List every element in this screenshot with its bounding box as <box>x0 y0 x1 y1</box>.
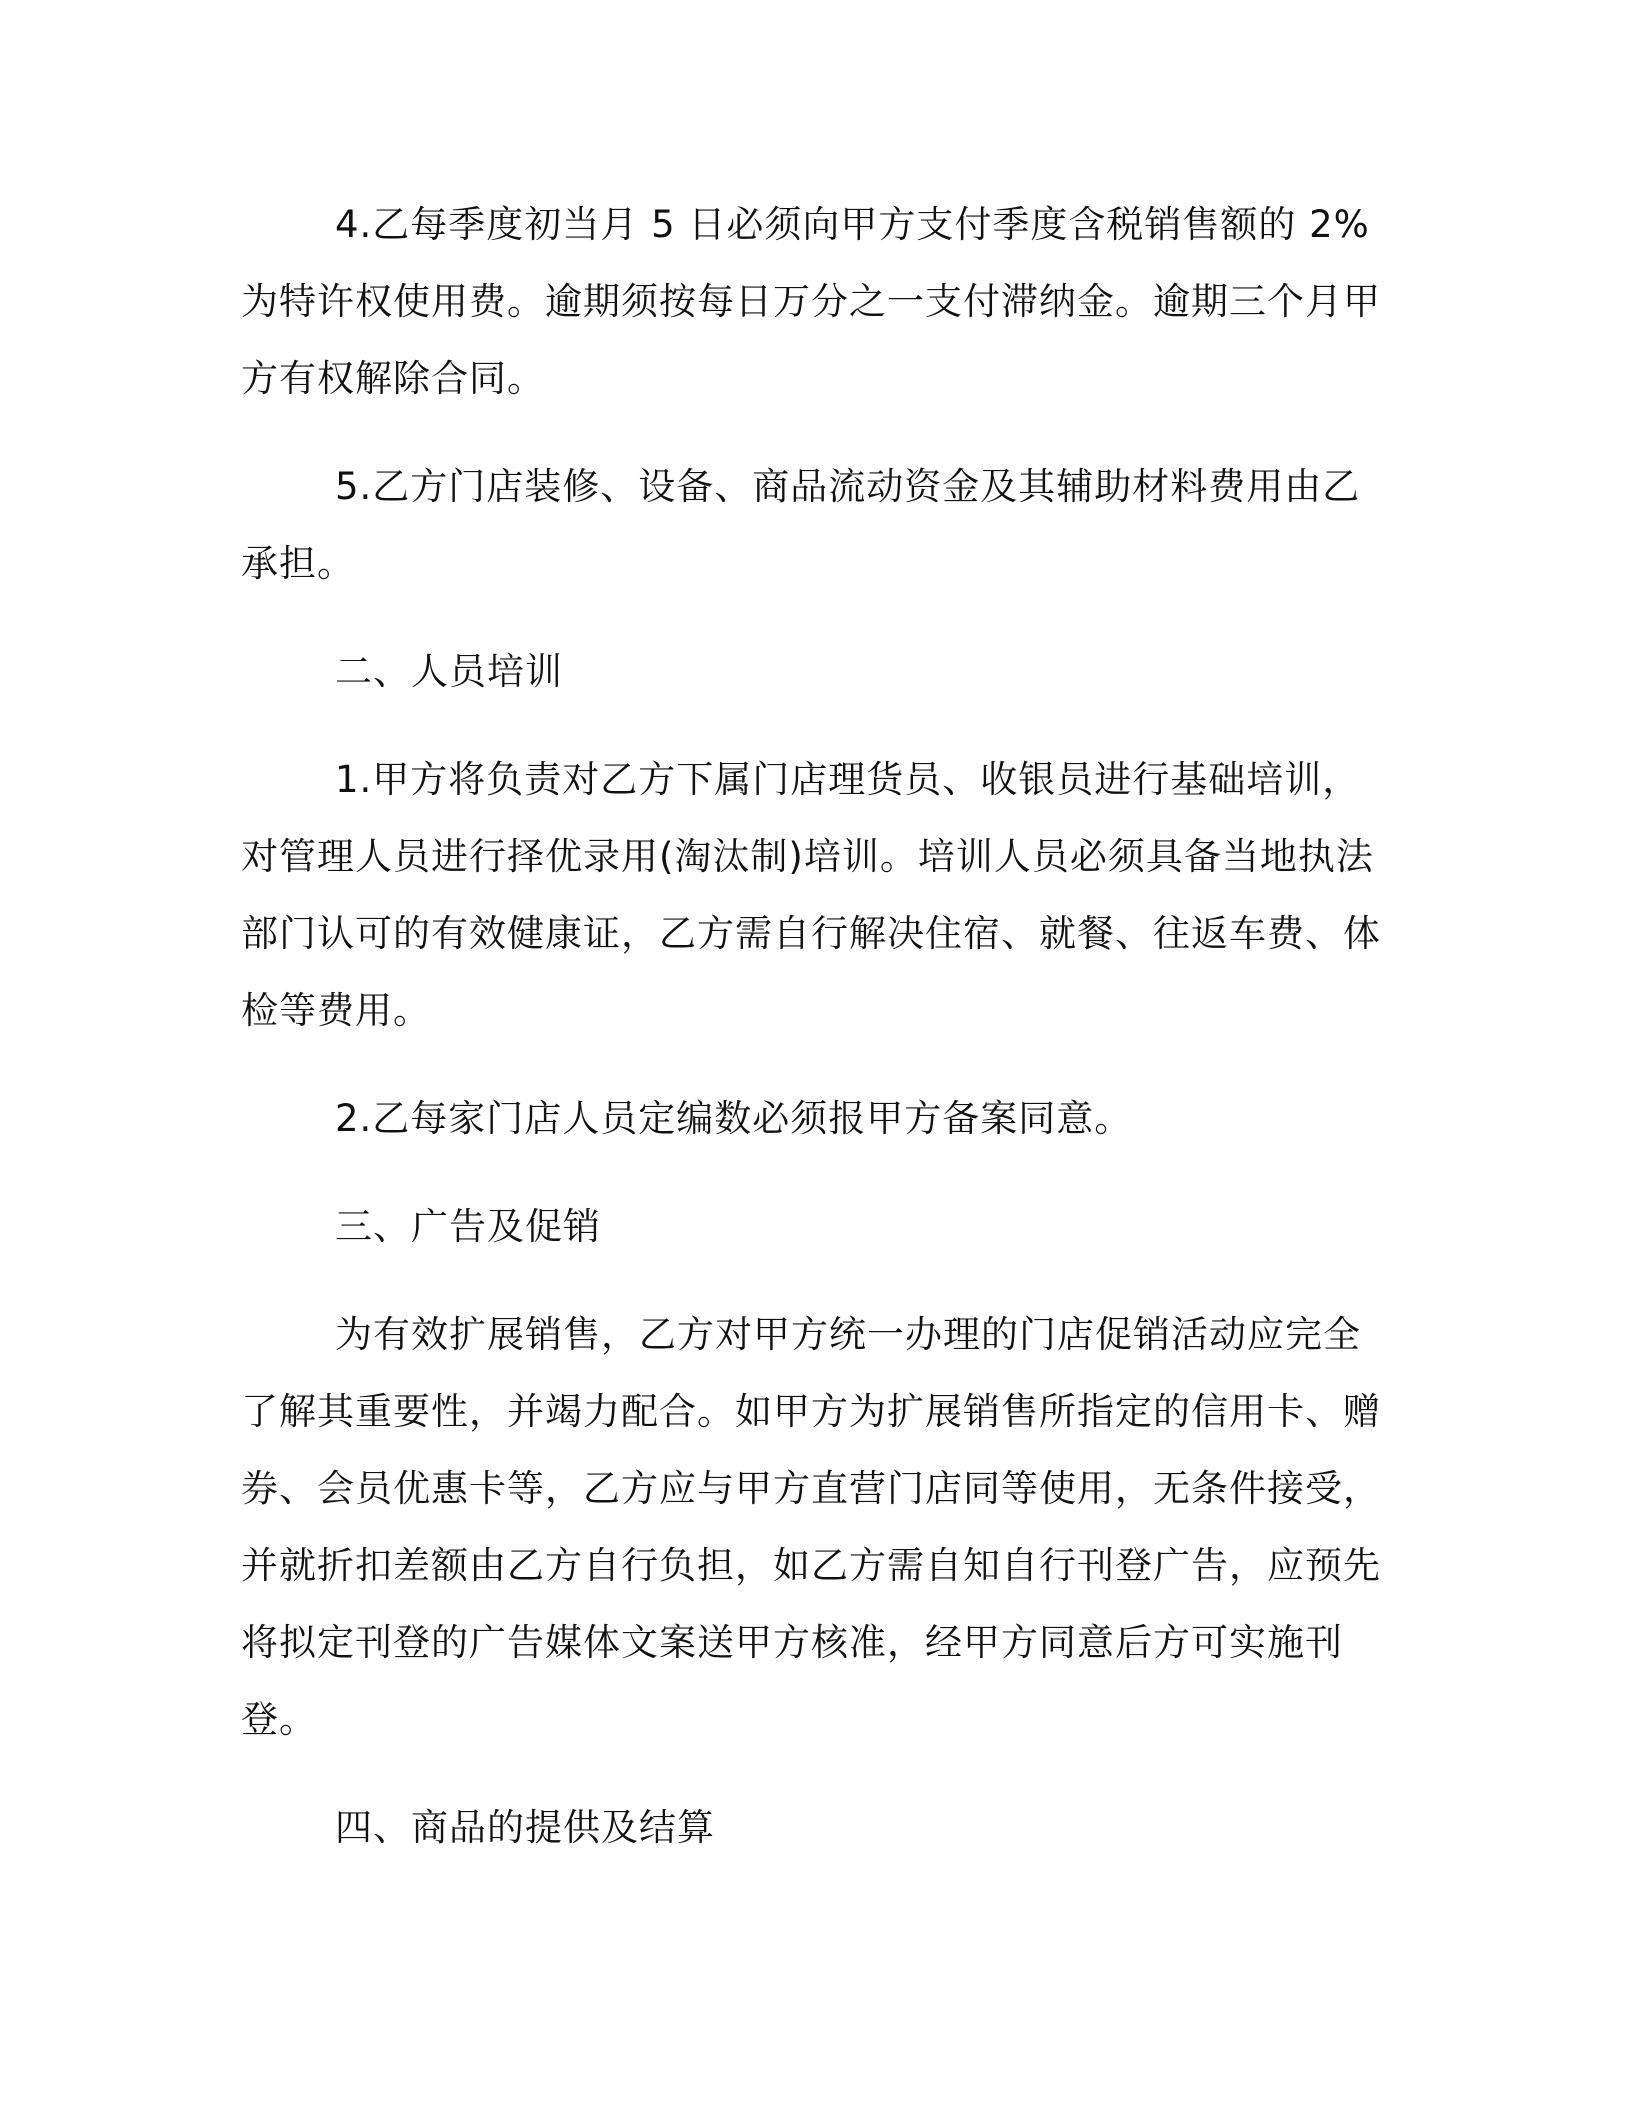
document-body <box>241 186 1391 1897</box>
paragraph-staffing: 2.乙每家门店人员定编数必须报甲方备案同意。 <box>335 1097 1133 1140</box>
paragraph-store-costs: 5.乙方门店装修、设备、商品流动资金及其辅助材料费用由乙承担。 <box>241 465 1361 585</box>
section-heading-advertising: 三、广告及促销 <box>335 1205 601 1248</box>
paragraph-promotion: 为有效扩展销售，乙方对甲方统一办理的门店促销活动应完全了解其重要性，并竭力配合。如甲方为扩展销售所指定的信用卡、赠券、会员优惠卡等，乙方应与甲方直营门店同等使用，无条件接受，并就折扣差额由乙方自行负担，如乙方需自知自行刊登广告，应预先将拟定刊登的广告媒体文案送甲方核准，经甲方同意后方可实施刊登。 <box>241 1313 1381 1741</box>
section-heading-training: 二、人员培训 <box>335 650 563 693</box>
section-heading-goods-settlement: 四、商品的提供及结算 <box>335 1806 715 1849</box>
paragraph-royalty-fee: 4.乙每季度初当月 5 日必须向甲方支付季度含税销售额的 2%为特许权使用费。逾期须按每日万分之一支付滞纳金。逾期三个月甲方有权解除合同。 <box>241 203 1381 400</box>
paragraph-training-details: 1.甲方将负责对乙方下属门店理货员、收银员进行基础培训，对管理人员进行择优录用(淘汰制)培训。培训人员必须具备当地执法部门认可的有效健康证，乙方需自行解决住宿、就餐、往返车费、体检等费用。 <box>241 758 1381 1032</box>
